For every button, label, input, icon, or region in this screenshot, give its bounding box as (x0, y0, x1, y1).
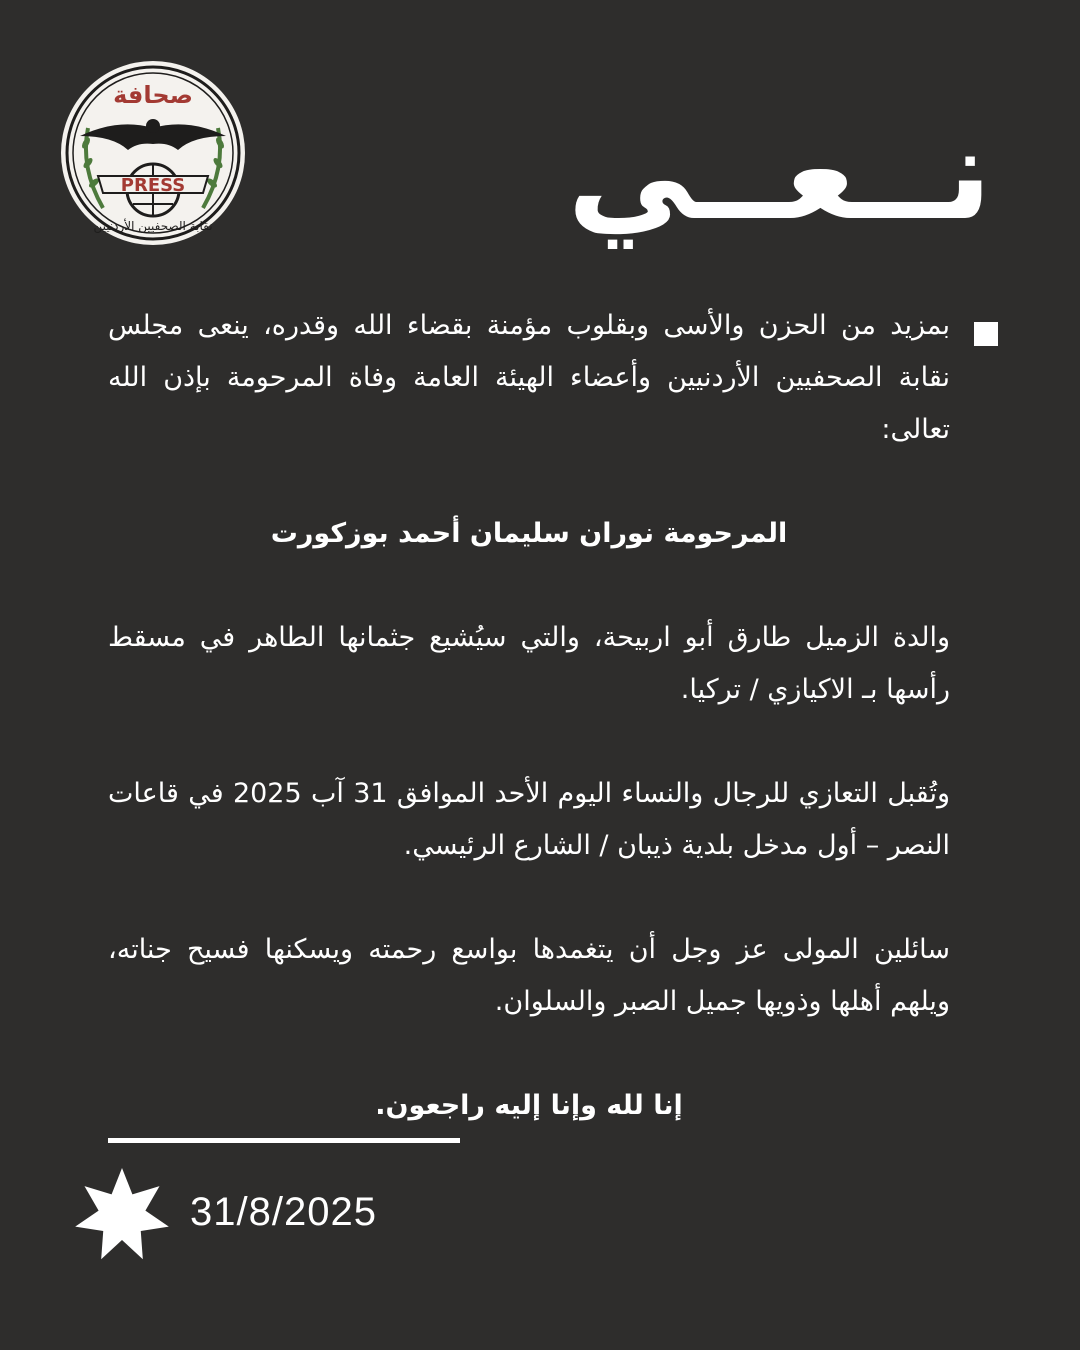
syndicate-logo (58, 58, 248, 248)
condolences-paragraph: وتُقبل التعازي للرجال والنساء اليوم الأحد الموافق 31 آب 2025 في قاعات النصر – أول مدخل بلدية ذيبان / الشارع الرئيسي. (108, 778, 951, 861)
closing-phrase: إنا لله وإنا إليه راجعون. (375, 1090, 683, 1121)
announcement-date: 31/8/2025 (190, 1190, 377, 1234)
prayer-paragraph: سائلين المولى عز وجل أن يتغمدها بواسع رحمته ويسكنها فسيح جناته، ويلهم أهلها وذويها جميل الصبر والسلوان. (108, 934, 950, 1017)
divider-line (108, 1138, 460, 1143)
logo-press-text: PRESS (120, 175, 186, 196)
announcement-body (108, 300, 950, 1132)
deceased-name: المرحومة نوران سليمان أحمد بوزكورت (270, 518, 788, 549)
relation-paragraph: والدة الزميل طارق أبو اربيحة، والتي سيُشيع جثمانها الطاهر في مسقط رأسها بـ الاكيازي / تركيا. (108, 622, 950, 705)
intro-paragraph: بمزيد من الحزن والأسى وبقلوب مؤمنة بقضاء الله وقدره، ينعى مجلس نقابة الصحفيين الأردنيين وأعضاء الهيئة العامة وفاة المرحومة بإذن الله تعالى: (108, 310, 950, 445)
jordan-star-icon (72, 1166, 172, 1266)
square-bullet-icon (974, 322, 998, 346)
page-title: نــعــي (567, 100, 992, 249)
logo-ring-text: نقابة الصحفيين الأردنيين (93, 219, 213, 233)
logo-top-text: صحافة (113, 81, 193, 109)
